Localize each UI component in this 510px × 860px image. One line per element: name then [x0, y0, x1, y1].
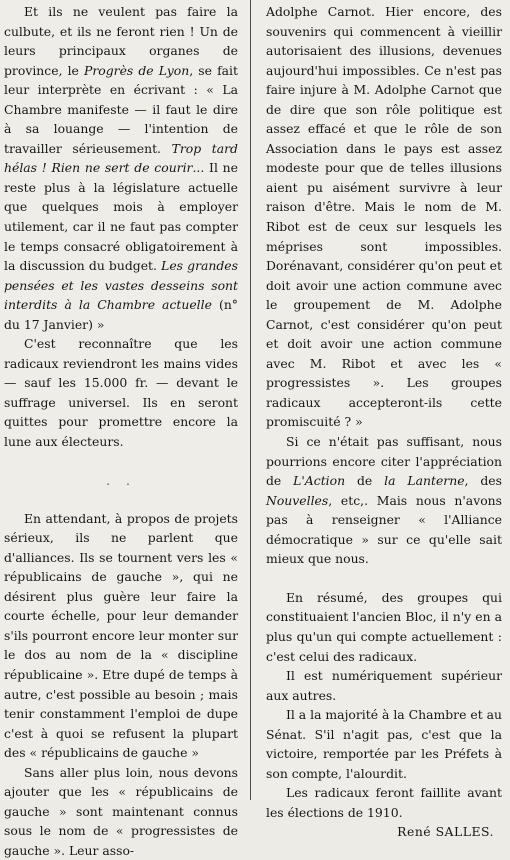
paragraph-citations: Si ce n'était pas suffisant, nous pourrions encore citer l'appréciation de L'Action de la Lanterne, des Nouvelles, etc,. Mais nous n'avons pas à renseigner « l'Alliance démocratique » sur ce qu'elle sait mieux que nous.: [266, 434, 502, 567]
paragraph-majorite: Il a la majorité à la Chambre et au Sénat. S'il n'agit pas, c'est que la victoire, remportée par les Préfets à son compte, l'alourdit.: [266, 707, 502, 781]
paragraph-faillite: Les radicaux feront faillite avant les élections de 1910.: [266, 785, 502, 820]
paragraph-culbute: Et ils ne veulent pas faire la culbute, et ils ne feront rien ! Un de leurs principaux organes de province, le Progrès de Lyon, se fait leur interprète en écrivant : « La Chambre manifeste — il faut le dire à sa louange — l'intention de travailler sérieusement. Trop tard hélas ! Rien ne sert de courir... Il ne reste plus à la législature actuelle que quelques mois à employer utilement, car il ne faut pas compter le temps consacré obligatoirement à la discussion du budget. Les grandes pensées et les vastes desseins sont interdits à la Chambre actuelle (n° du 17 Janvier) »: [4, 4, 238, 332]
right-column: [256, 0, 510, 840]
paragraph-resume: En résumé, des groupes qui constituaient l'ancien Bloc, il n'y en a plus qu'un qui compte actuellement : c'est celui des radicaux.: [266, 589, 502, 664]
paragraph-superieur: Il est numériquement supérieur aux autres.: [266, 668, 502, 703]
column-divider: [250, 0, 251, 800]
author-signature: René SALLES.: [397, 824, 494, 840]
left-column: [0, 0, 244, 858]
section-separator: . .: [106, 472, 136, 488]
paragraph-mains-vides: C'est reconnaître que les radicaux reviendront les mains vides — sauf les 15.000 fr. — devant le suffrage universel. Ils en seront quittes pour promettre encore la lune aux électeurs.: [4, 336, 238, 450]
paragraph-alliances: En attendant, à propos de projets sérieux, ils ne parlent que d'alliances. Ils se tournent vers les « républicains de gauche », qui ne désirent plus guère leur faire la courte échelle, pour leur demander s'ils pourront encore leur monter sur le dos au nom de la « discipline républicaine ». Etre dupé de temps à autre, c'est possible au besoin ; mais tenir constamment l'emploi de dupe c'est à quoi se refusent la plupart des « républicains de gauche »: [4, 510, 238, 761]
paragraph-carnot: Adolphe Carnot. Hier encore, des souvenirs qui commencent à vieillir autorisaient des illusions, devenues aujourd'hui impossibles. Ce n'est pas faire injure à M. Adolphe Carnot que de dire que son rôle politique est assez effacé et que le rôle de son Association dans le pays est assez modeste pour que de telles illusions aient pu aisément survivre à leur raison d'être. Mais le nom de M. Ribot est de ceux sur lesquels les méprises sont impossibles. Dorénavant, considérer qu'on peut et doit avoir une action commune avec le groupement de M. Adolphe Carnot, c'est considérer qu'on peut et doit avoir une action commune avec M. Ribot et avec les « progressistes ». Les groupes radicaux accepteront-ils cette promiscuité ? »: [266, 4, 502, 430]
newspaper-name-progres-de-lyon: Progrès de Lyon: [84, 62, 190, 78]
paragraph-progressistes: Sans aller plus loin, nous devons ajouter que les « républicains de gauche » sont maintenant connus sous le nom de « progressistes de gauche ». Leur asso-: [4, 764, 238, 858]
